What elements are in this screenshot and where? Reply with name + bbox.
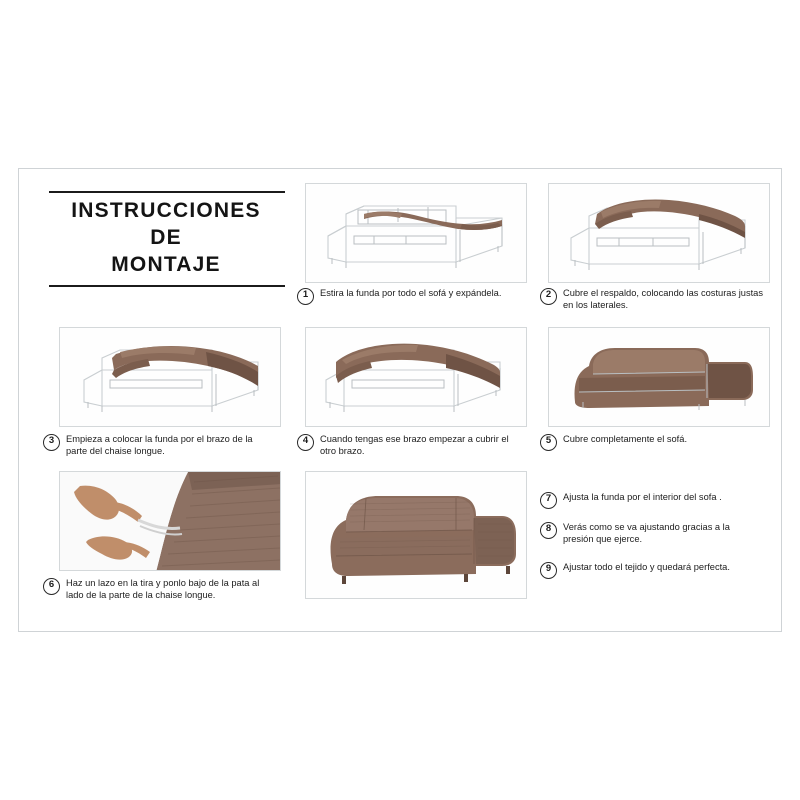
title-line-1: INSTRUCCIONES (71, 199, 261, 222)
step-text-6: Haz un lazo en la tira y ponlo bajo de la pata al lado de la parte de la chaise longue. (66, 578, 260, 601)
panel-step-5 (548, 327, 770, 427)
step-caption-8 (540, 521, 762, 546)
title-block (41, 189, 291, 289)
step-text-7: Ajusta la funda por el interior del sofa . (563, 492, 722, 502)
step-number-2: 2 (540, 288, 557, 305)
step-number-8: 8 (540, 522, 557, 539)
step-number-6: 6 (43, 578, 60, 595)
panel-steps-789 (305, 471, 527, 599)
sofa-illustration-3 (60, 328, 281, 427)
step-number-7: 7 (540, 492, 557, 509)
sofa-illustration-5 (549, 328, 770, 427)
step-caption-4 (297, 433, 515, 458)
step-caption-1 (297, 287, 523, 305)
title-rule-top (49, 191, 285, 193)
step-caption-2 (540, 287, 768, 312)
sofa-illustration-4 (306, 328, 527, 427)
finished-sofa-illustration (306, 472, 527, 599)
step-text-4: Cuando tengas ese brazo empezar a cubrir el otro brazo. (320, 434, 509, 457)
step-number-5: 5 (540, 434, 557, 451)
step-number-3: 3 (43, 434, 60, 451)
hands-tying-strap-photo (60, 472, 281, 571)
panel-step-4 (305, 327, 527, 427)
step-text-5: Cubre completamente el sofá. (563, 434, 688, 444)
title-line-3: MONTAJE (111, 253, 221, 276)
step-text-3: Empieza a colocar la funda por el brazo de la parte del chaise longue. (66, 434, 253, 457)
step-text-2: Cubre el respaldo, colocando las costuras justas en los laterales. (563, 288, 763, 311)
step-text-8: Verás como se va ajustando gracias a la presión que ejerce. (563, 522, 730, 545)
sofa-illustration-1 (306, 184, 527, 283)
diagram-frame (18, 168, 782, 632)
page-title (41, 197, 291, 278)
sofa-illustration-2 (549, 184, 770, 283)
step-caption-6 (43, 577, 279, 602)
step-number-4: 4 (297, 434, 314, 451)
step-number-9: 9 (540, 562, 557, 579)
step-text-9: Ajustar todo el tejido y quedará perfecta. (563, 562, 730, 572)
step-text-1: Estira la funda por todo el sofá y expándela. (320, 288, 502, 298)
panel-step-3 (59, 327, 281, 427)
step-caption-5 (540, 433, 760, 451)
step-caption-3 (43, 433, 275, 458)
panel-step-1 (305, 183, 527, 283)
title-line-2: DE (150, 226, 182, 249)
step-caption-9 (540, 561, 768, 579)
title-rule-bottom (49, 285, 285, 287)
panel-step-2 (548, 183, 770, 283)
step-caption-7 (540, 491, 762, 509)
step-number-1: 1 (297, 288, 314, 305)
panel-step-6 (59, 471, 281, 571)
